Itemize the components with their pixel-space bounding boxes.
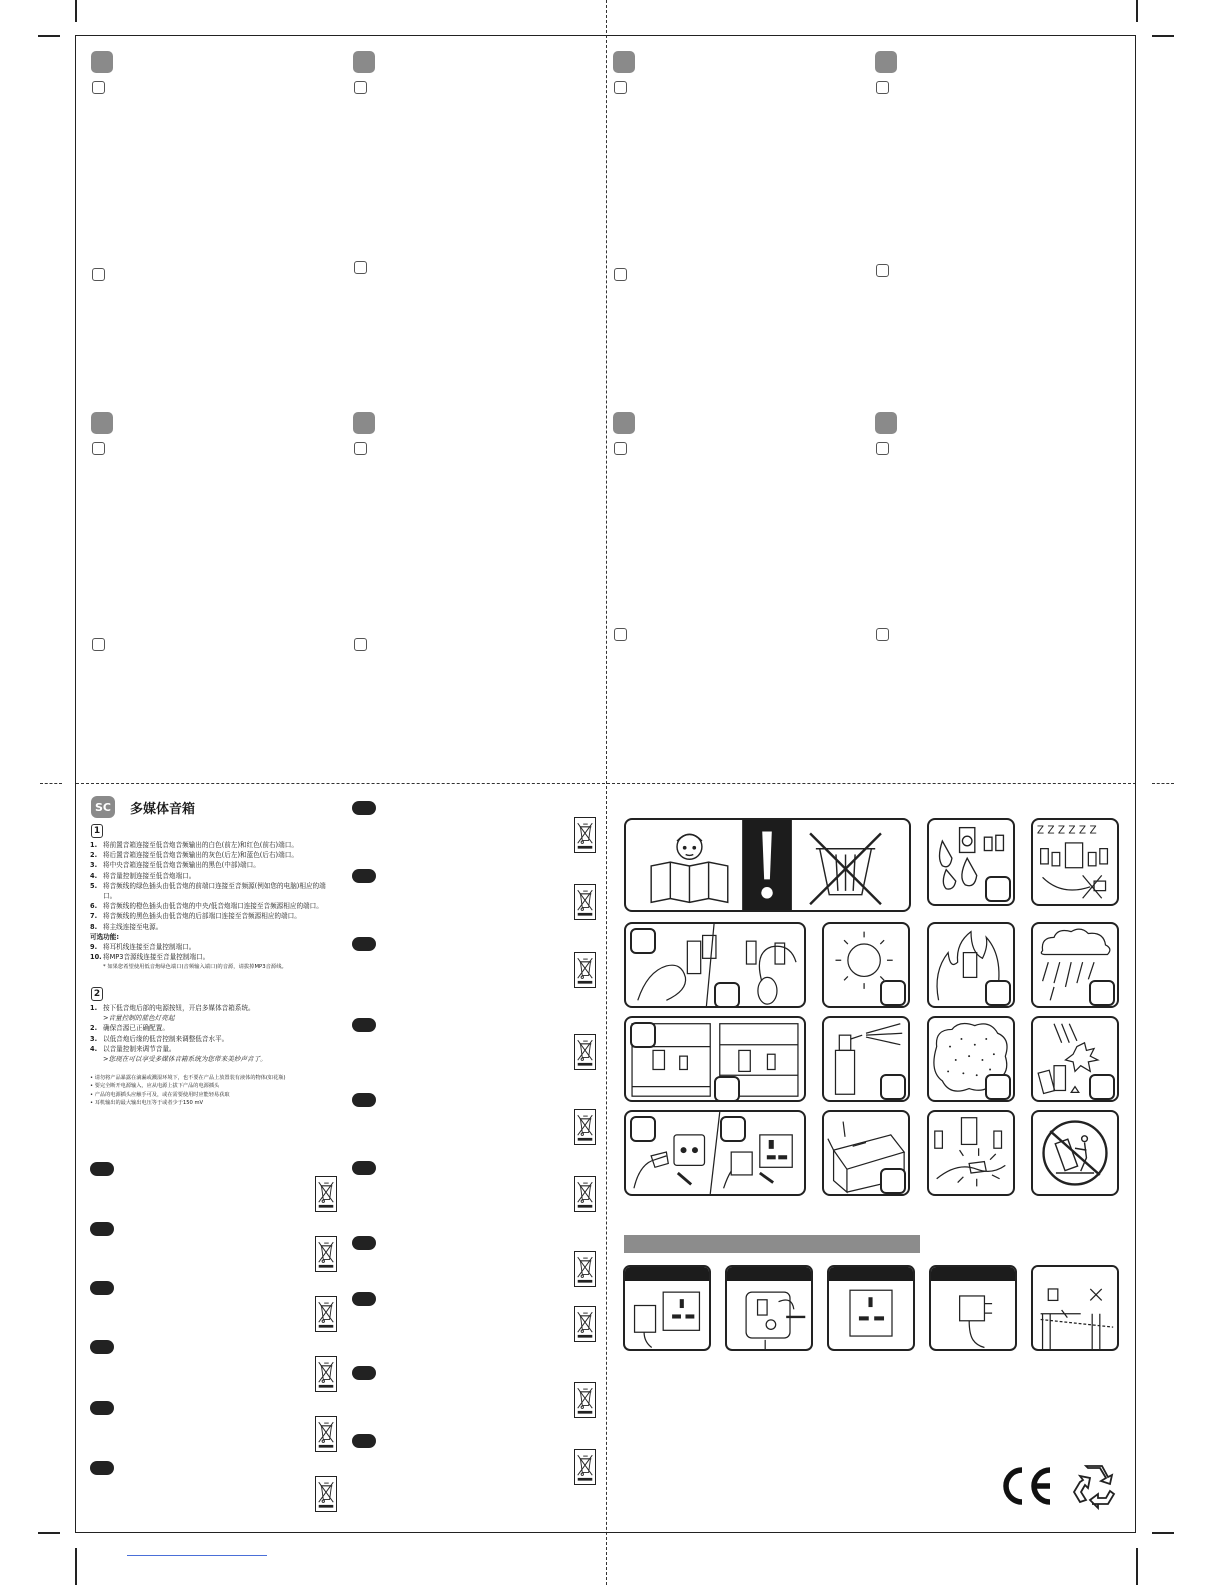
instruction-number: 2. (90, 851, 98, 860)
instruction-text: 将音频线的橙色插头由低音炮的中央/低音炮端口连接至音频源相应的端口。 (103, 902, 323, 911)
crop-mark (1136, 0, 1138, 22)
no-spray-panel (822, 1016, 910, 1102)
step-marker (614, 442, 627, 455)
language-pill (352, 937, 376, 951)
safety-note: • 耳机输出的最大输出电压等于或者少于150 mV (90, 1099, 204, 1106)
step-marker (354, 442, 367, 455)
language-pill (90, 1281, 114, 1295)
step-marker (614, 268, 627, 281)
crossed-out-wheelie-bin-icon (315, 1356, 337, 1392)
plug-panel-header (727, 1267, 811, 1281)
crop-mark (75, 1548, 77, 1585)
step-2-instructions (90, 1003, 335, 1064)
crop-mark (38, 1532, 60, 1534)
language-pill (352, 1018, 376, 1032)
prohibited-x-icon (1089, 1074, 1115, 1100)
instruction-text: 将后置音箱连接至低音炮音频输出的灰色(后左)和蓝色(后右)端口。 (103, 851, 298, 860)
step-marker (92, 638, 105, 651)
instruction-item (90, 1023, 335, 1033)
fold-mark (1152, 783, 1174, 784)
instruction-item (90, 871, 335, 881)
recycle-icon (1068, 1460, 1120, 1512)
no-sunlight-panel (822, 922, 910, 1008)
optional-features-label: 可选功能: (90, 932, 120, 941)
language-pill (90, 1401, 114, 1415)
prohibited-x-icon (1089, 980, 1115, 1006)
instruction-number: 10. (90, 953, 102, 962)
language-pill (352, 1236, 376, 1250)
language-badge (353, 412, 375, 434)
crossed-out-wheelie-bin-icon (315, 1176, 337, 1212)
instruction-item (90, 911, 335, 921)
section-title: 多媒体音箱 (130, 802, 196, 817)
instruction-text: 确保音源已正确配置。 (103, 1024, 169, 1033)
language-pill (90, 1461, 114, 1475)
fold-mark (40, 783, 62, 784)
plug-panel-header (625, 1267, 709, 1281)
crossed-out-wheelie-bin-icon (574, 1306, 596, 1342)
svg-text:Z Z Z Z Z Z: Z Z Z Z Z Z (1036, 824, 1097, 837)
crossed-out-wheelie-bin-icon (574, 1449, 596, 1485)
instruction-item (90, 860, 335, 870)
language-pill (352, 1366, 376, 1380)
instruction-item (90, 901, 335, 911)
instruction-number: 4. (90, 1044, 98, 1053)
instruction-item (90, 850, 335, 860)
step-marker (354, 81, 367, 94)
language-pill (352, 1292, 376, 1306)
crop-mark (1152, 35, 1174, 37)
safety-note: • 产品的电源插头应触手可及，或在需要使用时应能轻易获取 (90, 1091, 230, 1098)
no-cart-tipping-panel (1031, 1110, 1119, 1196)
sc-language-badge: SC (91, 796, 115, 818)
power-connection-panel (624, 1110, 806, 1196)
instruction-item (90, 922, 335, 932)
instruction-text: 将MP3音源线连接至音量控制端口。 (103, 953, 210, 962)
prohibited-x-icon (714, 1076, 740, 1102)
step-marker (876, 628, 889, 641)
language-badge (875, 412, 897, 434)
no-fire-panel (927, 922, 1015, 1008)
crossed-out-wheelie-bin-icon (574, 1382, 596, 1418)
allowed-check-icon (630, 1022, 656, 1048)
step-marker (354, 261, 367, 274)
instruction-item (90, 1044, 335, 1064)
instruction-number: 3. (90, 1034, 98, 1043)
unpack-carefully-panel (822, 1110, 910, 1196)
instruction-text: 将音频线的绿色插头由低音炮的前端口连接至音频源(例如您的电脑)相应的端口。 (103, 881, 326, 901)
plug-panel-header (931, 1267, 1015, 1281)
instruction-text: 将主线连接至电源。 (103, 922, 163, 931)
crossed-out-wheelie-bin-icon (315, 1296, 337, 1332)
plug-section-header-bar (624, 1235, 920, 1253)
step-marker (614, 81, 627, 94)
instruction-text: 将音量控制连接至低音炮端口。 (103, 871, 196, 880)
language-pill (352, 801, 376, 815)
crossed-out-wheelie-bin-icon (315, 1236, 337, 1272)
crop-mark (75, 0, 77, 22)
instruction-text: 以低音炮后缘的低音控制来调整低音水平。 (103, 1034, 229, 1043)
instruction-number: 5. (90, 881, 98, 890)
cleaning-panel (624, 922, 806, 1008)
prohibited-x-icon (985, 1074, 1011, 1100)
crop-mark (1136, 1548, 1138, 1585)
adapter-panel (929, 1265, 1017, 1351)
crossed-out-wheelie-bin-icon (574, 1176, 596, 1212)
crossed-out-wheelie-bin-icon (574, 952, 596, 988)
prohibited-x-icon (880, 1074, 906, 1100)
language-badge (613, 51, 635, 73)
instruction-number: 9. (90, 943, 98, 952)
crossed-out-wheelie-bin-icon (574, 1034, 596, 1070)
language-pill (90, 1340, 114, 1354)
crossed-out-wheelie-bin-icon (315, 1416, 337, 1452)
step-1-marker: 1 (91, 824, 103, 838)
instruction-text: 将前置音箱连接至低音炮音频输出的白色(前左)和红色(前右)端口。 (103, 841, 298, 849)
allowed-check-icon (630, 1116, 656, 1142)
instruction-text: 将中央音箱连接至低音炮音频输出的黑色(中部)端口。 (103, 861, 260, 870)
read-manual-do-not-dispose-panel (624, 818, 911, 912)
prohibited-x-icon (880, 980, 906, 1006)
language-pill (352, 1161, 376, 1175)
language-pill (352, 1434, 376, 1448)
safety-note: • 要完全断开电源输入，应从电源上拔下产品的电源插头 (90, 1083, 220, 1090)
allowed-check-icon (630, 928, 656, 954)
unplug-when-unused-panel (1031, 818, 1119, 906)
crop-mark (38, 35, 60, 37)
step-marker (92, 81, 105, 94)
language-badge (353, 51, 375, 73)
instruction-text: 以音量控制来调节音量。 >您现在可以享受多媒体音箱系统为您带来美妙声音了。 (103, 1044, 267, 1064)
prohibited-x-icon (714, 982, 740, 1008)
instruction-number: 1. (90, 1004, 98, 1012)
language-pill (352, 1093, 376, 1107)
no-impact-panel (1031, 1016, 1119, 1102)
ce-mark-icon (998, 1466, 1054, 1506)
no-water-panel (927, 818, 1015, 906)
safety-note: • 请勿将产品暴露在滴漏或溅湿环境下，也不要在产品上放置装有液体的物体(如花瓶) (90, 1075, 286, 1081)
instruction-item (90, 952, 335, 962)
no-dust-panel (927, 1016, 1015, 1102)
instruction-number: 2. (90, 1024, 98, 1033)
instruction-number: 8. (90, 922, 98, 931)
language-badge (875, 51, 897, 73)
instruction-result: >音量控制的蓝色灯亮起 (103, 1014, 175, 1023)
wall-mount-panel (1031, 1265, 1119, 1351)
instruction-result: >您现在可以享受多媒体音箱系统为您带来美妙声音了。 (103, 1055, 267, 1064)
step-2-marker: 2 (91, 987, 103, 1001)
crossed-out-wheelie-bin-icon (574, 817, 596, 853)
socket-panel (827, 1265, 915, 1351)
instruction-number: 6. (90, 902, 98, 911)
instruction-item (90, 881, 335, 901)
link-underline (127, 1555, 267, 1556)
step-marker (92, 442, 105, 455)
step-marker (876, 442, 889, 455)
language-badge (91, 412, 113, 434)
instruction-text: 按下低音炮后部的电源按钮，开启多媒体音箱系统。 >音量控制的蓝色灯亮起 (103, 1004, 255, 1023)
crossed-out-wheelie-bin-icon (574, 1109, 596, 1145)
instruction-item (90, 1003, 335, 1023)
cable-damage-panel (927, 1110, 1015, 1196)
no-rain-panel (1031, 922, 1119, 1008)
language-badge (91, 51, 113, 73)
crop-mark (1152, 1532, 1174, 1534)
step-marker (876, 81, 889, 94)
language-pill (90, 1222, 114, 1236)
language-pill (90, 1162, 114, 1176)
step-marker (92, 268, 105, 281)
allowed-check-icon (880, 1168, 906, 1194)
crossed-out-wheelie-bin-icon (574, 884, 596, 920)
plug-swap-panel (725, 1265, 813, 1351)
step-marker (876, 264, 889, 277)
step-1-instructions (90, 840, 335, 973)
instruction-number: 3. (90, 861, 98, 870)
prohibited-x-icon (985, 980, 1011, 1006)
language-badge (613, 412, 635, 434)
instruction-number: 4. (90, 871, 98, 880)
prohibited-x-icon (985, 876, 1011, 902)
crossed-out-wheelie-bin-icon (315, 1476, 337, 1512)
instruction-text: 将耳机线连接至音量控制端口。 (103, 943, 196, 952)
instruction-number: 1. (90, 841, 98, 849)
plug-panel-header (829, 1267, 913, 1281)
language-pill (352, 869, 376, 883)
safety-notes (90, 1074, 340, 1107)
step-marker (354, 638, 367, 651)
instruction-text: 将音频线的黑色插头由低音炮的后部端口连接至音频源相应的端口。 (103, 912, 301, 921)
allowed-check-icon (720, 1116, 746, 1142)
instruction-item (90, 840, 335, 850)
instruction-item (90, 1034, 335, 1044)
optional-note: * 如果您希望使用低音炮绿色端口(音频输入端口)的音源，请拔掉MP3音源线。 (103, 964, 287, 971)
plug-adapter-panel (623, 1265, 711, 1351)
instruction-number: 7. (90, 912, 98, 921)
ventilation-panel (624, 1016, 806, 1102)
crossed-out-wheelie-bin-icon (574, 1251, 596, 1287)
step-marker (614, 628, 627, 641)
instruction-item (90, 942, 335, 952)
